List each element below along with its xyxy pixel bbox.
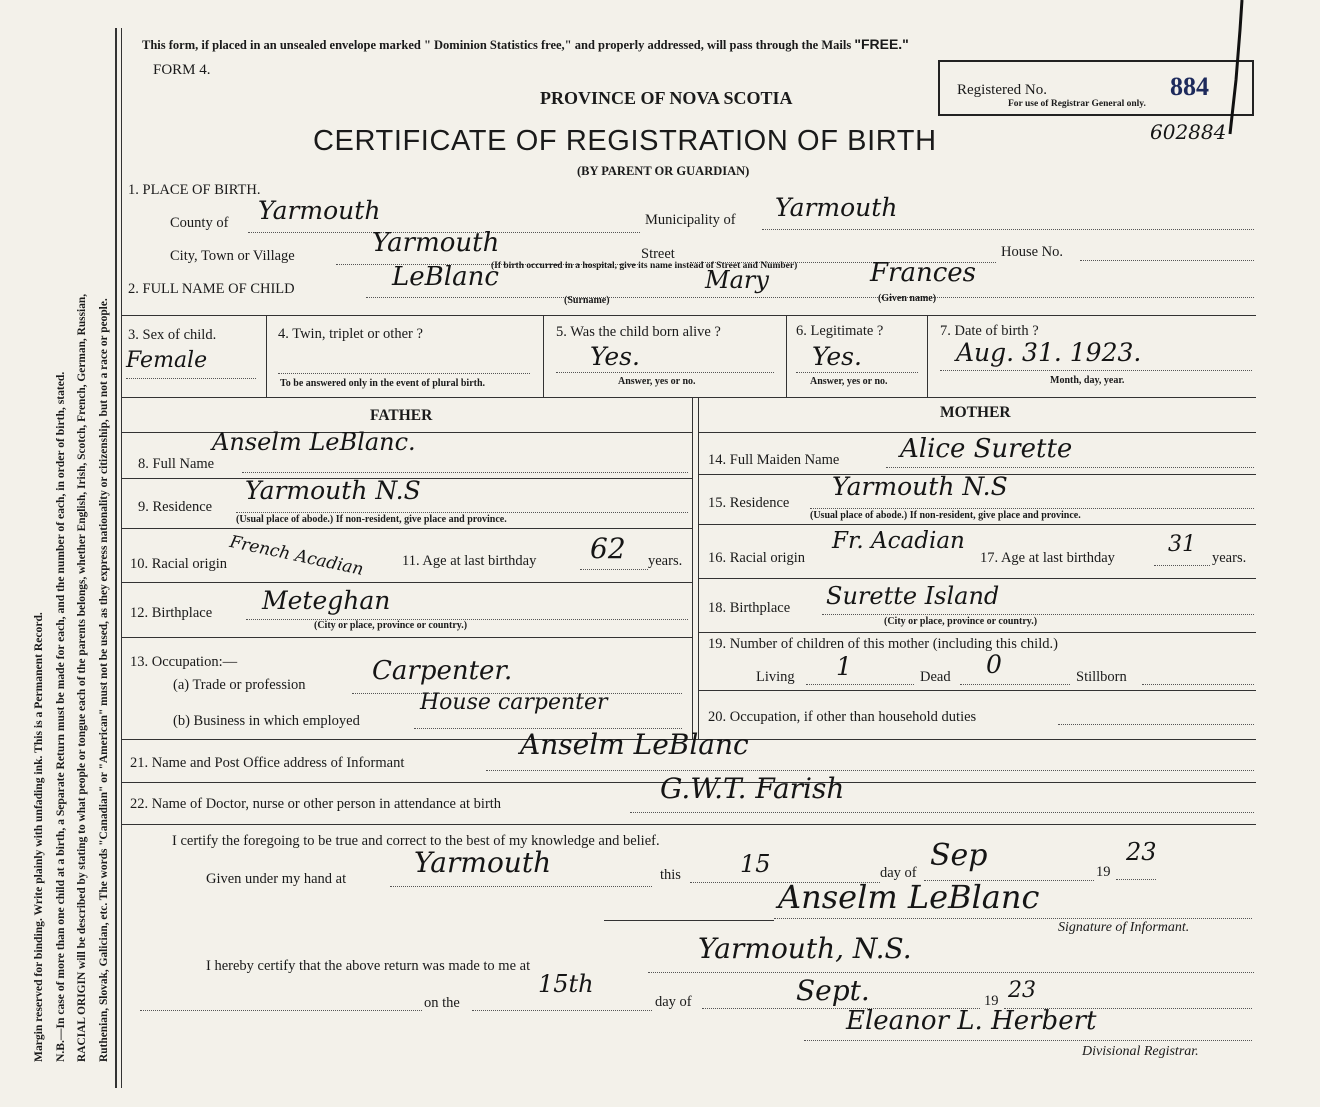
child-surname-value: LeBlanc <box>392 262 499 292</box>
given-day-value: 15 <box>740 850 771 878</box>
registered-note: For use of Registrar General only. <box>1008 99 1146 109</box>
father-birthplace-label: 12. Birthplace <box>130 605 213 621</box>
mother-rule-3 <box>698 524 1256 525</box>
informant-line <box>486 770 1254 771</box>
form-number: FORM 4. <box>153 62 211 78</box>
given-year-value: 23 <box>1126 838 1157 866</box>
city-label: City, Town or Village <box>170 248 295 264</box>
row3-top-rule <box>122 315 1256 316</box>
informant-signature: Anselm LeBlanc <box>778 878 1040 916</box>
mother-residence-value: Yarmouth N.S <box>832 472 1008 501</box>
registrar-day-line <box>472 1010 652 1011</box>
date-of-birth-line <box>940 370 1252 371</box>
informant-value: Anselm LeBlanc <box>520 728 749 761</box>
margin-register-number: 602884 <box>1150 120 1227 144</box>
father-rule-5 <box>122 637 692 638</box>
father-rule-4 <box>122 582 692 583</box>
given-year-prefix: 19 <box>1096 864 1111 880</box>
sex-value: Female <box>126 348 208 373</box>
children-count-label: 19. Number of children of this mother (including this child.) <box>708 636 1058 652</box>
registrar-onthe-label: on the <box>424 995 460 1011</box>
given-name-note: (Given name) <box>878 293 937 304</box>
father-age-unit: years. <box>648 553 683 569</box>
registrar-year-value: 23 <box>1008 978 1036 1003</box>
registrar-statement: I hereby certify that the above return was made to me at <box>206 958 531 974</box>
twin-line <box>278 373 530 374</box>
municipality-line <box>762 229 1254 230</box>
municipality-label: Municipality of <box>645 212 736 228</box>
informant-signature-label: Signature of Informant. <box>1058 920 1190 935</box>
date-of-birth-label: 7. Date of birth ? <box>940 323 1039 339</box>
father-birthplace-note: (City or place, province or country.) <box>314 620 468 631</box>
doctor-line <box>630 812 1254 813</box>
born-alive-note: Answer, yes or no. <box>618 376 696 387</box>
child-middle-name-value: Mary <box>705 266 769 294</box>
municipality-value: Yarmouth <box>775 193 898 222</box>
twin-note: To be answered only in the event of plural birth. <box>280 378 486 389</box>
father-residence-value: Yarmouth N.S <box>245 476 421 505</box>
child-name-line <box>366 297 1254 298</box>
given-dayof-label: day of <box>880 865 917 881</box>
registrar-signature-line <box>804 1040 1252 1041</box>
legitimate-note: Answer, yes or no. <box>810 376 888 387</box>
mother-residence-note: (Usual place of abode.) If non-resident, give place and province. <box>810 510 1081 521</box>
certificate-subtitle: (BY PARENT OR GUARDIAN) <box>577 164 750 178</box>
date-of-birth-note: Month, day, year. <box>1050 375 1125 386</box>
row3-bottom-rule <box>122 397 1256 398</box>
mother-birthplace-note: (City or place, province or country.) <box>884 616 1038 627</box>
house-number-label: House No. <box>1001 244 1064 260</box>
stillborn-line <box>1142 684 1254 685</box>
mother-name-line <box>886 467 1254 468</box>
street-label: Street <box>641 246 675 262</box>
father-age-label: 11. Age at last birthday <box>402 553 537 569</box>
registrar-lead-line <box>140 1010 422 1011</box>
informant-label: 21. Name and Post Office address of Informant <box>130 755 405 771</box>
twin-label: 4. Twin, triplet or other ? <box>278 326 423 342</box>
born-alive-value: Yes. <box>590 342 640 371</box>
stillborn-label: Stillborn <box>1076 669 1127 685</box>
mother-rule-1 <box>698 432 1256 433</box>
surname-note: (Surname) <box>564 295 610 306</box>
dead-line <box>960 684 1070 685</box>
father-racial-label: 10. Racial origin <box>130 556 228 572</box>
certify-statement: I certify the foregoing to be true and correct to the best of my knowledge and belief. <box>172 833 660 849</box>
registrar-year-prefix: 19 <box>984 993 999 1009</box>
given-place-line <box>390 886 652 887</box>
mother-name-label: 14. Full Maiden Name <box>708 452 840 468</box>
registrar-day-value: 15th <box>538 970 594 998</box>
dead-value: 0 <box>986 650 1002 679</box>
certificate-title: CERTIFICATE OF REGISTRATION OF BIRTH <box>313 125 937 157</box>
informant-signature-line <box>604 920 774 921</box>
left-border-line-inner <box>121 28 122 1088</box>
registered-number-box <box>938 60 1254 116</box>
father-residence-note: (Usual place of abode.) If non-resident, give place and province. <box>236 514 507 525</box>
registered-value: 884 <box>1170 72 1209 101</box>
father-rule-3 <box>122 528 692 529</box>
row3-divider-4 <box>927 315 928 397</box>
mother-heading: MOTHER <box>940 404 1011 421</box>
county-value: Yarmouth <box>258 196 381 225</box>
street-hospital-note: (If birth occurred in a hospital, give its name instead of Street and Number) <box>491 261 798 271</box>
father-name-line <box>242 472 688 473</box>
place-of-birth-heading: 1. PLACE OF BIRTH. <box>128 182 261 198</box>
mother-occupation-line <box>1058 724 1254 725</box>
registered-label: Registered No. <box>957 82 1047 98</box>
father-birthplace-value: Meteghan <box>262 586 391 615</box>
father-age-value: 62 <box>590 532 626 565</box>
doctor-rule <box>122 824 1256 825</box>
given-under-label: Given under my hand at <box>206 871 347 887</box>
father-business-value: House carpenter <box>420 690 608 715</box>
living-value: 1 <box>836 652 852 681</box>
mother-residence-line <box>810 508 1254 509</box>
mother-occupation-label: 20. Occupation, if other than household duties <box>708 709 977 725</box>
margin-racial-origin-note-1: RACIAL ORIGIN will be described by stating to what people or tongue each of the parents belongs, whether English, Irish, Scotch, French, German, Russian, <box>76 293 88 1062</box>
row3-divider-3 <box>786 315 787 397</box>
mother-age-value: 31 <box>1168 532 1196 557</box>
house-number-line <box>1080 260 1254 261</box>
mother-rule-4 <box>698 578 1256 579</box>
pen-stroke-mark <box>1218 0 1248 135</box>
father-residence-line <box>236 512 688 513</box>
mother-racial-label: 16. Racial origin <box>708 550 806 566</box>
mother-birthplace-value: Surette Island <box>826 582 1000 610</box>
mother-racial-value: Fr. Acadian <box>832 528 965 554</box>
father-trade-value: Carpenter. <box>372 656 513 686</box>
legitimate-value: Yes. <box>812 342 862 371</box>
registrar-place-value: Yarmouth, N.S. <box>698 932 912 965</box>
sex-label: 3. Sex of child. <box>128 327 217 343</box>
given-place-value: Yarmouth <box>414 846 552 879</box>
mother-name-value: Alice Surette <box>900 434 1073 464</box>
mother-rule-5 <box>698 632 1256 633</box>
given-this-label: this <box>660 867 681 883</box>
mother-age-unit: years. <box>1212 550 1247 566</box>
living-label: Living <box>756 669 795 685</box>
city-value: Yarmouth <box>372 228 500 258</box>
date-of-birth-value: Aug. 31. 1923. <box>956 338 1142 367</box>
registrar-dayof-label: day of <box>655 994 692 1010</box>
margin-racial-origin-note-2: Ruthenian, Slovak, Galician, etc. The words "Canadian" or "American" must not be used, as they express nationality or citizenship, but not a race or people. <box>98 298 110 1062</box>
living-line <box>806 684 914 685</box>
father-name-label: 8. Full Name <box>138 456 215 472</box>
father-racial-value: French Acadian <box>227 532 366 580</box>
mother-age-label: 17. Age at last birthday <box>980 550 1115 566</box>
given-year-line <box>1116 879 1156 880</box>
mother-residence-label: 15. Residence <box>708 495 790 511</box>
row3-divider-2 <box>543 315 544 397</box>
margin-binding-note: Margin reserved for binding. Write plainly with unfading ink. This is a Permanent Record. <box>32 612 45 1062</box>
mail-free: "FREE." <box>854 36 909 52</box>
informant-signature-dots <box>774 918 1252 919</box>
mail-notice: This form, if placed in an unsealed envelope marked " Dominion Statistics free," and properly addressed, will pass through the Mails "FREE." <box>142 36 909 52</box>
doctor-value: G.W.T. Farish <box>660 772 845 805</box>
province-heading: PROVINCE OF NOVA SCOTIA <box>540 88 793 108</box>
left-border-line <box>115 28 117 1088</box>
child-given-name-value: Frances <box>870 258 977 288</box>
registrar-place-line <box>648 972 1254 973</box>
registrar-title: Divisional Registrar. <box>1082 1044 1199 1059</box>
mother-birthplace-line <box>822 614 1254 615</box>
father-age-line <box>580 569 648 570</box>
father-residence-label: 9. Residence <box>138 499 213 515</box>
margin-multiple-birth-note: N.B.—In case of more than one child at a birth, a Separate Return must be made for each, and the number of each, in order of birth, stated. <box>54 371 67 1062</box>
sex-line <box>126 378 256 379</box>
parents-divider-right <box>698 397 699 739</box>
father-trade-label: (a) Trade or profession <box>173 677 306 693</box>
registrar-signature: Eleanor L. Herbert <box>846 1006 1097 1036</box>
doctor-label: 22. Name of Doctor, nurse or other person in attendance at birth <box>130 796 502 812</box>
legitimate-label: 6. Legitimate ? <box>796 323 884 339</box>
mother-birthplace-label: 18. Birthplace <box>708 600 791 616</box>
parents-divider-left <box>692 397 693 739</box>
child-name-label: 2. FULL NAME OF CHILD <box>128 281 295 297</box>
mother-age-line <box>1154 565 1210 566</box>
given-month-value: Sep <box>930 838 988 873</box>
mother-rule-6 <box>698 690 1256 691</box>
dead-label: Dead <box>920 669 951 685</box>
born-alive-label: 5. Was the child born alive ? <box>556 324 721 340</box>
born-alive-line <box>556 372 774 373</box>
row3-divider-1 <box>266 315 267 397</box>
registrar-month-value: Sept. <box>796 974 870 1007</box>
county-label: County of <box>170 215 229 231</box>
father-business-label: (b) Business in which employed <box>173 713 360 729</box>
father-name-value: Anselm LeBlanc. <box>212 428 416 456</box>
father-heading: FATHER <box>370 407 433 424</box>
legitimate-line <box>796 372 918 373</box>
father-occupation-label: 13. Occupation:— <box>130 654 238 670</box>
